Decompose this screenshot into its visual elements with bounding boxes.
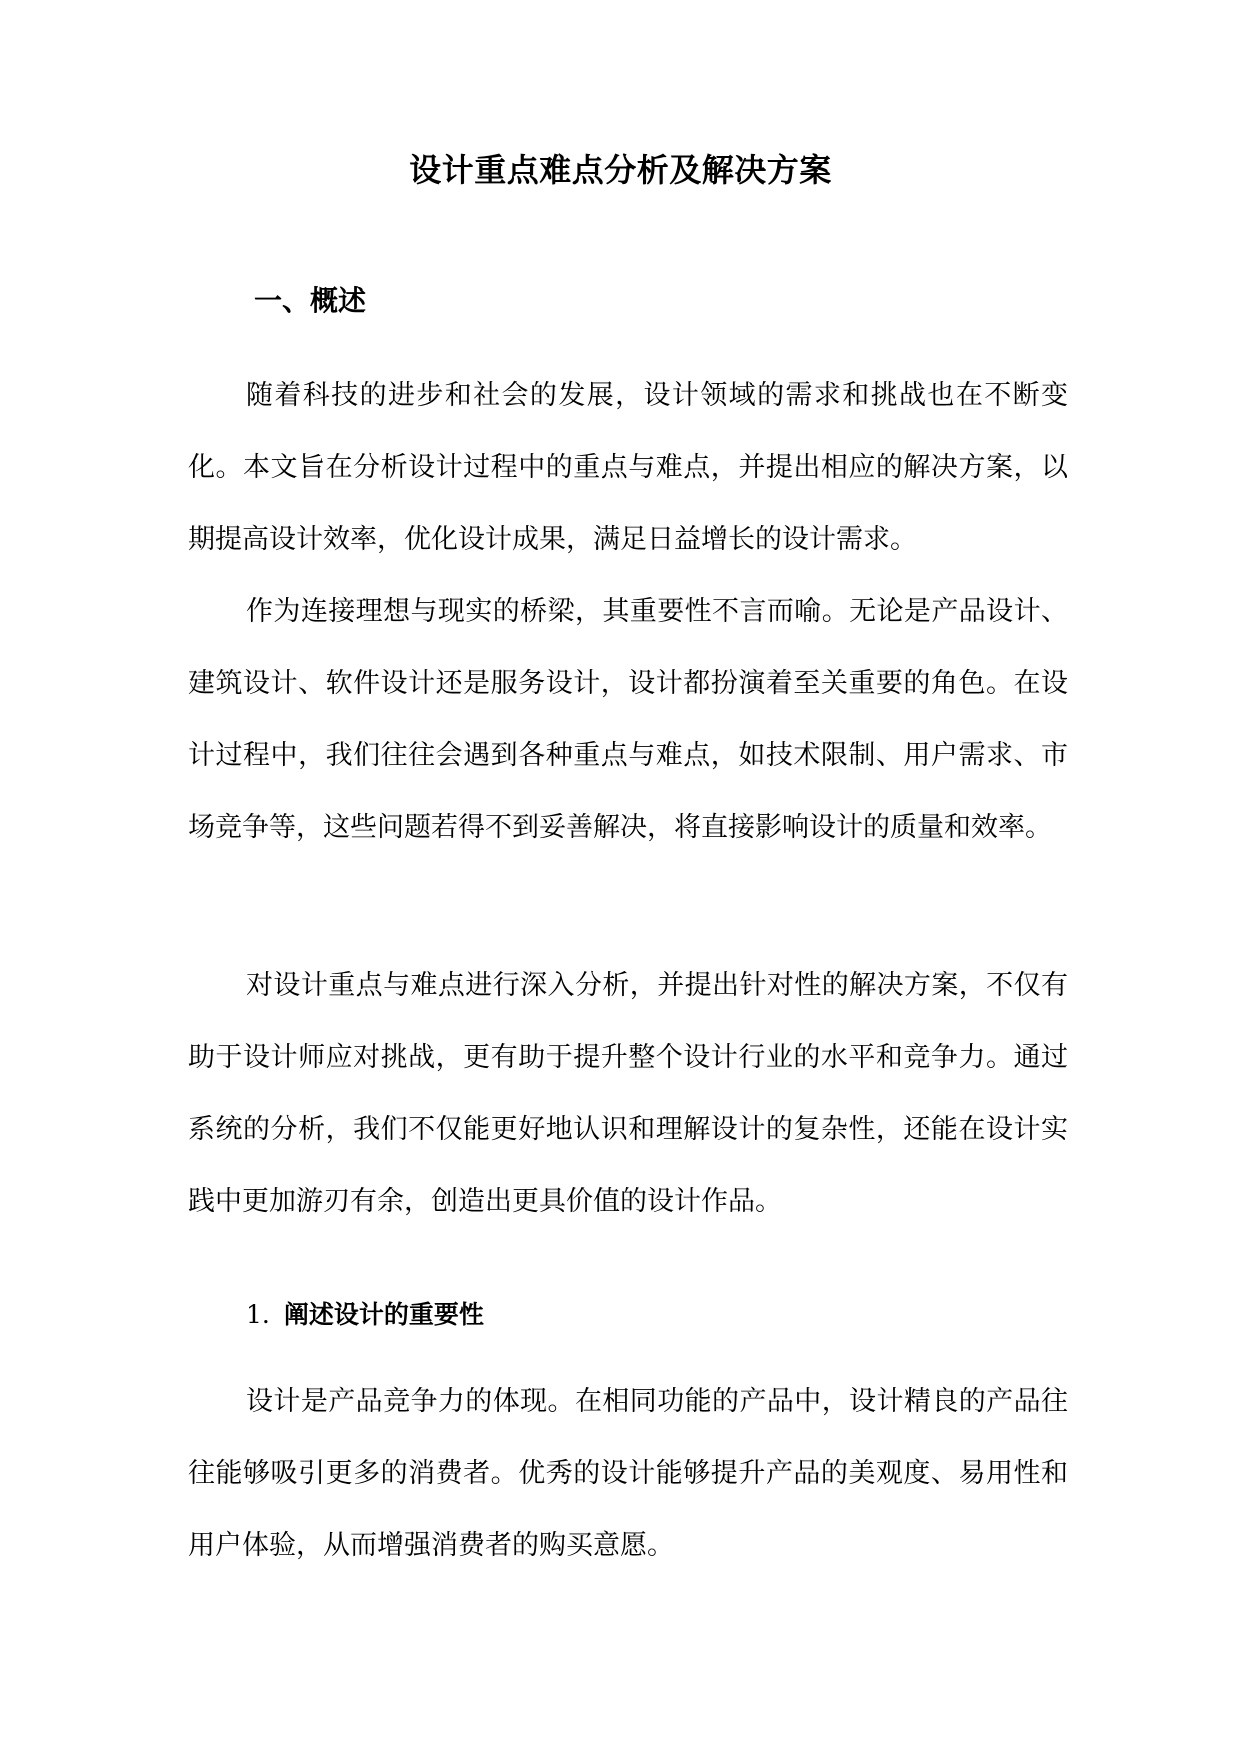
- subsection-heading-text: 阐述设计的重要性: [283, 1300, 484, 1329]
- paragraph-importance: 设计是产品竞争力的体现。在相同功能的产品中，设计精良的产品往往能够吸引更多的消费者。优秀的设计能够提升产品的美观度、易用性和用户体验，从而增强消费者的购买意愿。: [188, 1386, 1068, 1561]
- subsection-number: 1.: [246, 1300, 270, 1329]
- document-title: 设计重点难点分析及解决方案: [409, 151, 832, 189]
- section-heading-overview: 一、概述: [254, 284, 367, 317]
- subsection-heading-importance: [246, 1298, 484, 1332]
- paragraph-design-role: 作为连接理想与现实的桥梁，其重要性不言而喻。无论是产品设计、建筑设计、软件设计还是服务设计，设计都扮演着至关重要的角色。在设计过程中，我们往往会遇到各种重点与难点，如技术限制、用户需求、市场竞争等，这些问题若得不到妥善解决，将直接影响设计的质量和效率。: [188, 596, 1068, 843]
- paragraph-analysis-value: 对设计重点与难点进行深入分析，并提出针对性的解决方案，不仅有助于设计师应对挑战，更有助于提升整个设计行业的水平和竞争力。通过系统的分析，我们不仅能更好地认识和理解设计的复杂性，还能在设计实践中更加游刃有余，创造出更具价值的设计作品。: [188, 970, 1068, 1217]
- paragraph-intro: 随着科技的进步和社会的发展，设计领域的需求和挑战也在不断变化。本文旨在分析设计过程中的重点与难点，并提出相应的解决方案，以期提高设计效率，优化设计成果，满足日益增长的设计需求。: [188, 380, 1068, 555]
